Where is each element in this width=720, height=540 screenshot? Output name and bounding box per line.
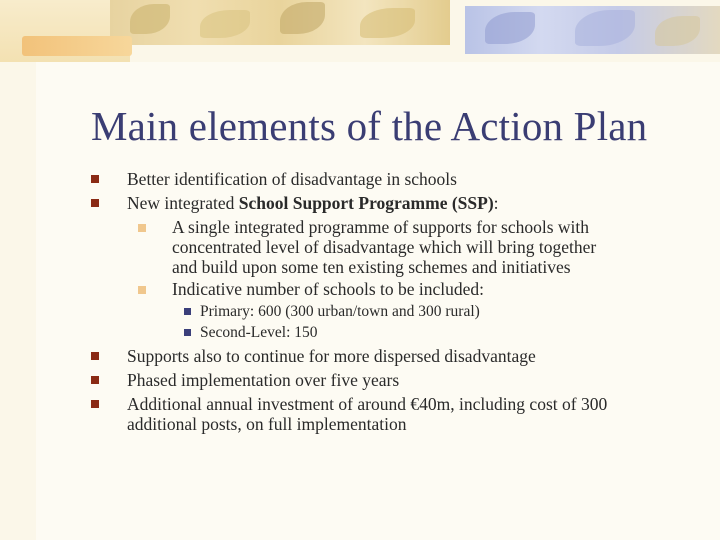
- decorative-banner: [0, 0, 720, 62]
- sub-sub-bullet-marker: [184, 329, 191, 336]
- bullet-marker: [91, 352, 99, 360]
- bullet-marker: [91, 199, 99, 207]
- sub-bullet-marker: [138, 286, 146, 294]
- orange-accent-bar: [22, 36, 132, 56]
- slide-title: Main elements of the Action Plan: [91, 103, 648, 149]
- bullet-text: [127, 370, 399, 390]
- leaf-icon: [575, 10, 635, 46]
- sub-sub-bullet-marker: [184, 308, 191, 315]
- leaf-icon: [130, 4, 170, 34]
- sub-bullet-line: Indicative number of schools to be included:: [172, 279, 485, 299]
- bullet-text-part: New integrated: [127, 193, 239, 213]
- sub-sub-bullet-text: Second-Level: 150: [200, 324, 318, 341]
- bullet-line: Supports also to continue for more dispersed disadvantage: [127, 346, 536, 366]
- bullet-text: [127, 394, 607, 434]
- sub-bullet-text: [172, 279, 484, 299]
- leaf-icon: [200, 10, 250, 38]
- sub-sub-bullet-text: Primary: 600 (300 urban/town and 300 rural): [200, 303, 480, 320]
- bullet-marker: [91, 175, 99, 183]
- bullet-marker: [91, 400, 99, 408]
- leaf-icon: [655, 16, 700, 46]
- bullet-text: [127, 193, 499, 213]
- sub-bullet-text: [172, 217, 596, 277]
- leaf-icon: [280, 2, 325, 34]
- bullet-text: [127, 346, 536, 366]
- bullet-text: Better identification of disadvantage in schools: [127, 169, 457, 189]
- sub-bullet-marker: [138, 224, 146, 232]
- leaf-icon: [360, 8, 415, 38]
- leaf-image-strip: [110, 0, 450, 45]
- leaf-image-strip-blue: [465, 6, 720, 54]
- leaf-icon: [485, 12, 535, 44]
- sub-bullet-line: and build upon some ten existing schemes and initiatives: [172, 257, 571, 277]
- bullet-line: Phased implementation over five years: [127, 370, 400, 390]
- bullet-text-bold: School Support Programme (SSP): [238, 193, 494, 213]
- sub-bullet-line: concentrated level of disadvantage which will bring together: [172, 237, 597, 257]
- bullet-line: Additional annual investment of around €40m, including cost of 300: [127, 394, 608, 414]
- bullet-line: additional posts, on full implementation: [127, 414, 407, 434]
- bullet-text-part: :: [493, 193, 499, 213]
- bullet-marker: [91, 376, 99, 384]
- sub-bullet-line: A single integrated programme of supports for schools with: [172, 217, 590, 237]
